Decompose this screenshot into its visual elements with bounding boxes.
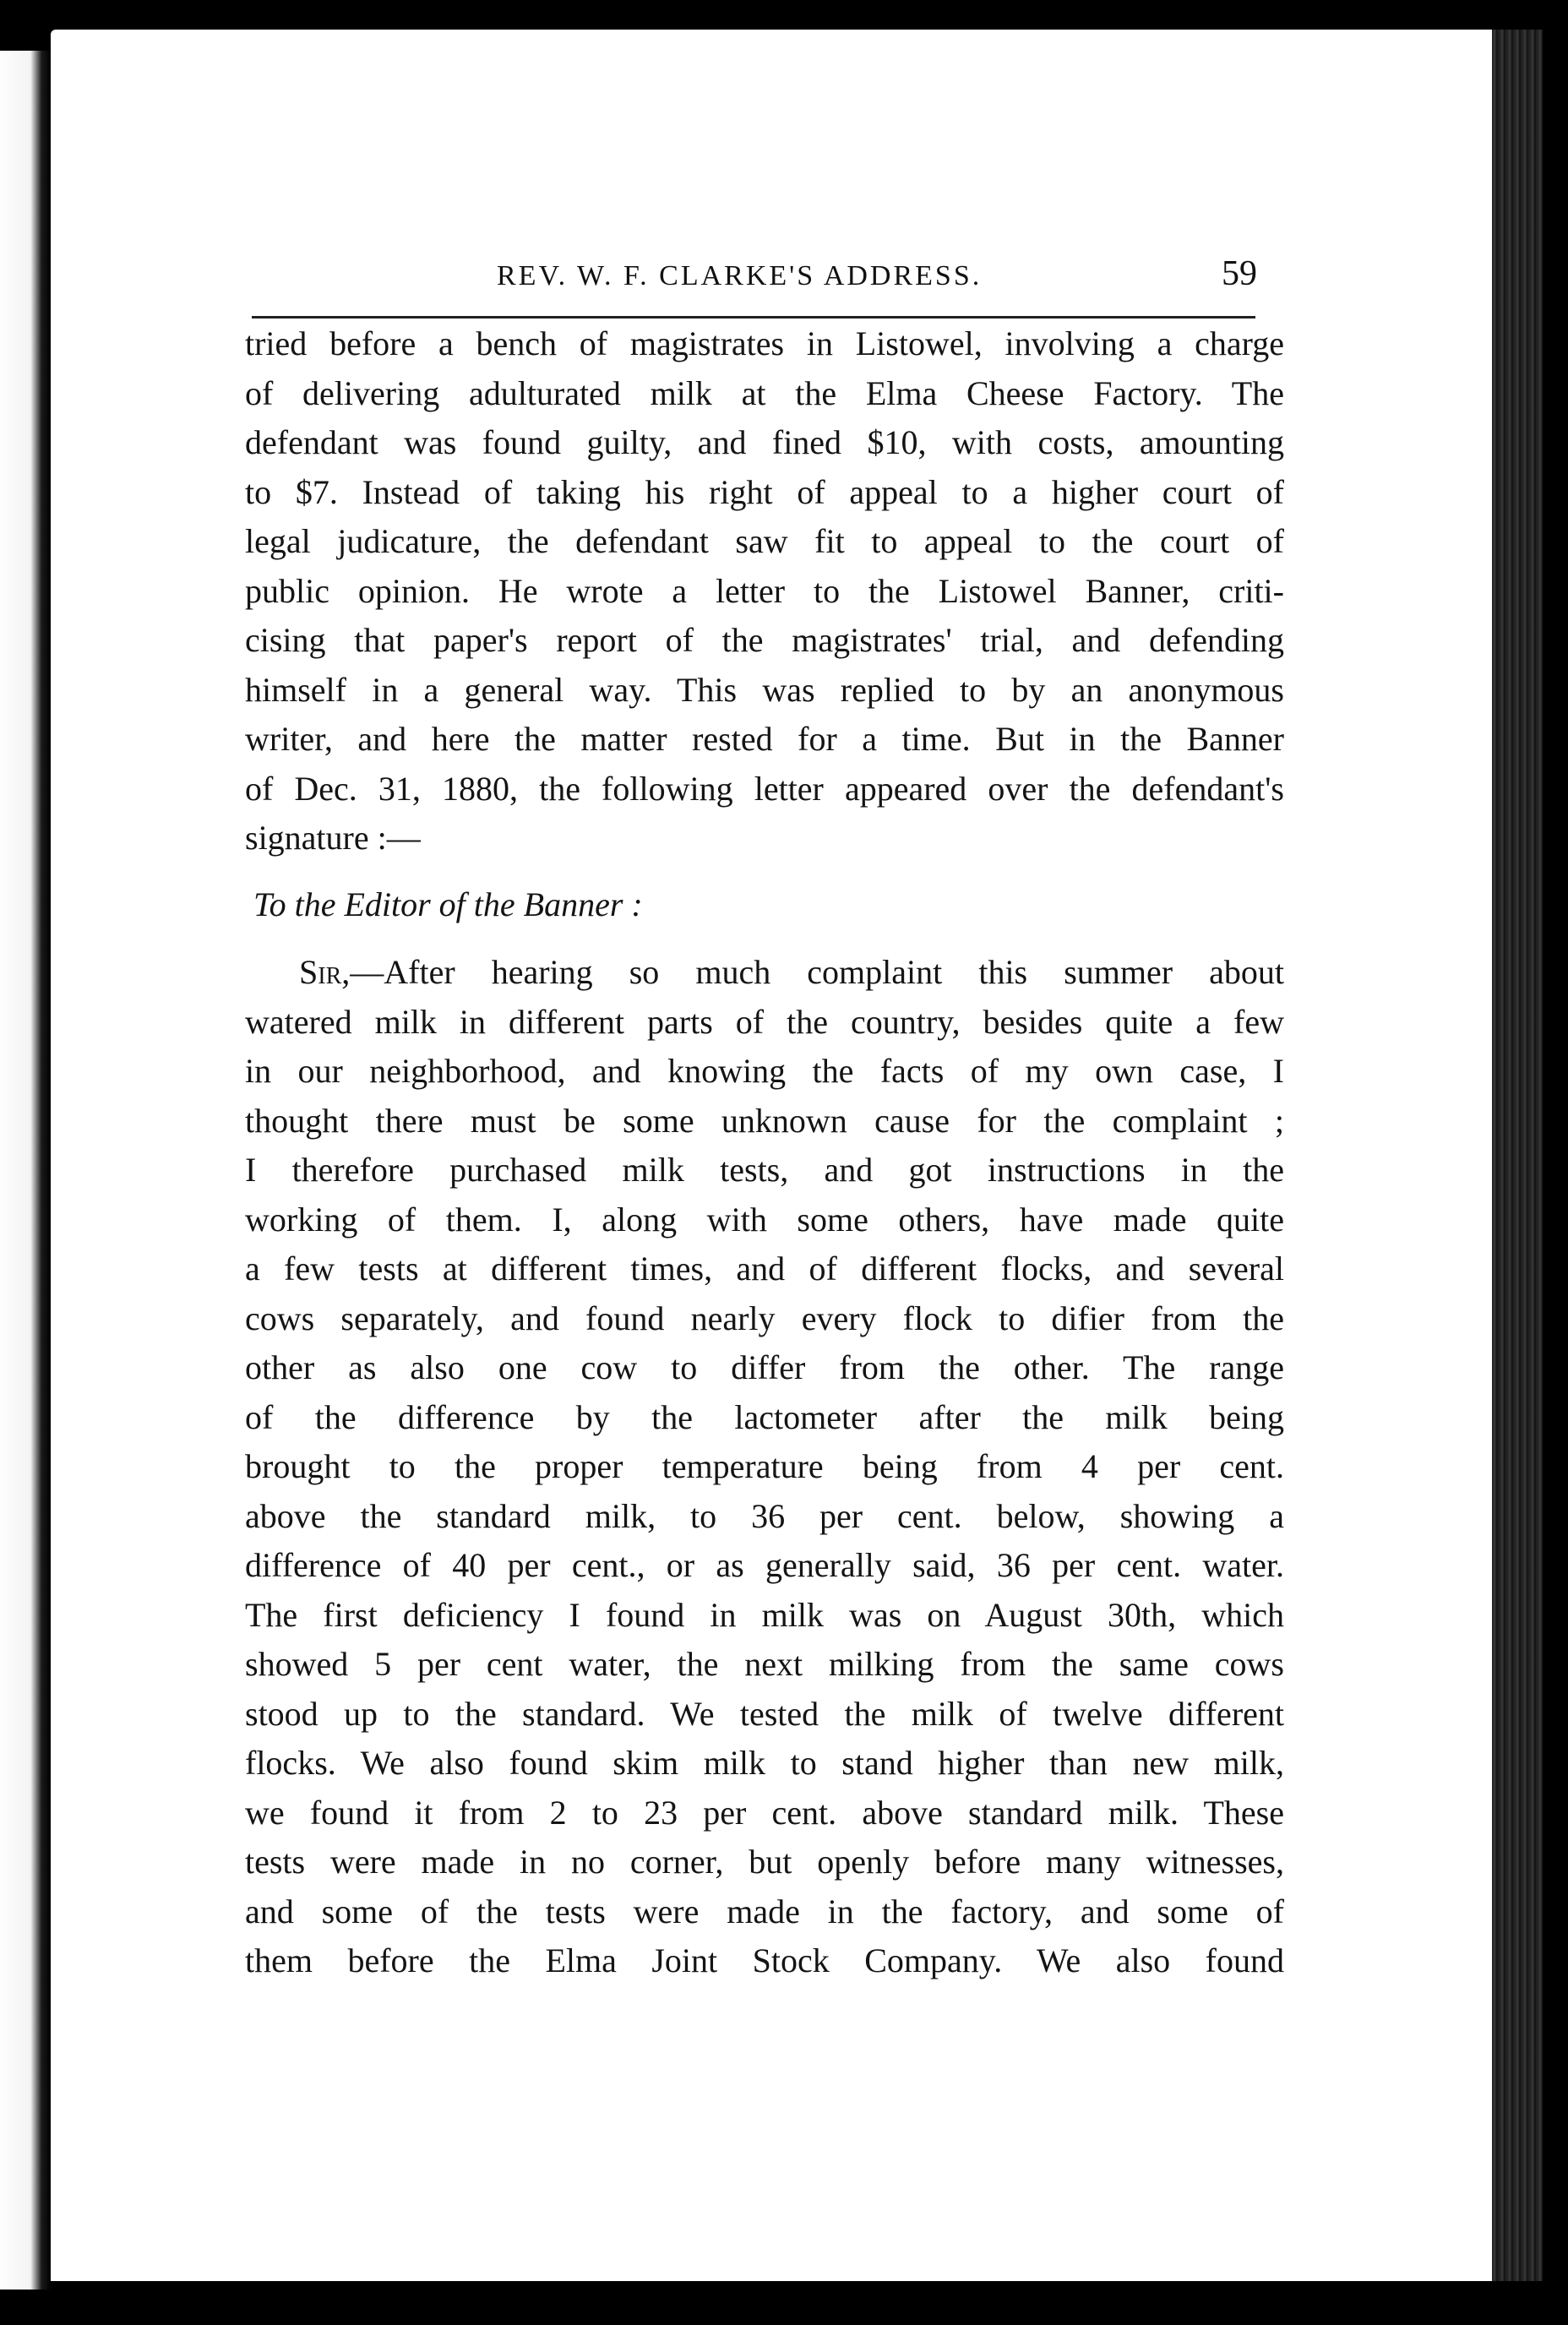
text-line: public opinion. He wrote a letter to the Listowel Banner, criti-: [245, 571, 1284, 610]
text-line: writer, and here the matter rested for a time. But in the Banner: [245, 720, 1284, 758]
paragraph-intro: [245, 319, 1284, 863]
running-title: REV. W. F. CLARKE'S ADDRESS.: [497, 260, 983, 291]
text-line: cising that paper's report of the magistrates' trial, and defending: [245, 621, 1284, 659]
text-line-first: [245, 948, 1284, 998]
text-line: other as also one cow to differ from the other. The range: [245, 1348, 1284, 1386]
text-line: I therefore purchased milk tests, and got instructions in the: [245, 1151, 1284, 1189]
page-number: 59: [1222, 254, 1257, 293]
text-line: brought to the proper temperature being from 4 per cent.: [245, 1447, 1284, 1485]
text-line: we found it from 2 to 23 per cent. above standard milk. These: [245, 1793, 1284, 1832]
text-line: himself in a general way. This was replied to by an anonymous: [245, 670, 1284, 709]
text-line: watered milk in different parts of the country, besides quite a few: [245, 1002, 1284, 1041]
text-line: of delivering adulturated milk at the Elma Cheese Factory. The: [245, 373, 1284, 412]
text-line: showed 5 per cent water, the next milking from the same cows: [245, 1645, 1284, 1683]
text-line: defendant was found guilty, and fined $10, with costs, amounting: [245, 423, 1284, 461]
text-line: working of them. I, along with some others, have made quite: [245, 1200, 1284, 1239]
text-line: The first deficiency I found in milk was on August 30th, which: [245, 1595, 1284, 1634]
letter-salutation: To the Editor of the Banner :: [253, 885, 643, 923]
scan-border-right: [1543, 0, 1568, 2325]
facing-page-edge: [0, 51, 51, 2290]
text-line: tried before a bench of magistrates in Listowel, involving a charge: [245, 324, 1284, 362]
text-line: to $7. Instead of taking his right of appeal to a higher court of: [245, 472, 1284, 511]
letter-opening-rest: —After hearing so much complaint this summer about: [350, 953, 1284, 991]
text-line: and some of the tests were made in the factory, and some of: [245, 1892, 1284, 1930]
book-fore-edge: [1492, 30, 1543, 2281]
text-line: flocks. We also found skim milk to stand higher than new milk,: [245, 1744, 1284, 1782]
text-line: difference of 40 per cent., or as generally said, 36 per cent. water.: [245, 1546, 1284, 1584]
running-header: [253, 254, 1257, 311]
text-line: cows separately, and found nearly every flock to difier from the: [245, 1299, 1284, 1337]
text-line: stood up to the standard. We tested the milk of twelve different: [245, 1694, 1284, 1733]
text-line: of the difference by the lactometer after the milk being: [245, 1397, 1284, 1436]
text-line: of Dec. 31, 1880, the following letter appeared over the defendant's: [245, 769, 1284, 808]
text-line: them before the Elma Joint Stock Company. We also found: [245, 1941, 1284, 1979]
letter-body: [245, 948, 1284, 1986]
text-line: a few tests at different times, and of different flocks, and several: [245, 1250, 1284, 1288]
body-text: [245, 319, 1284, 1986]
text-line: thought there must be some unknown cause for the complaint ;: [245, 1101, 1284, 1140]
text-line: in our neighborhood, and knowing the facts of my own case, I: [245, 1052, 1284, 1090]
letter-opening-word: Sir,: [299, 953, 351, 991]
text-line: tests were made in no corner, but openly before many witnesses,: [245, 1843, 1284, 1881]
text-line: signature :—: [245, 819, 421, 857]
text-line: above the standard milk, to 36 per cent. below, showing a: [245, 1496, 1284, 1535]
text-line: legal judicature, the defendant saw fit to appeal to the court of: [245, 522, 1284, 560]
header-rule: [252, 316, 1255, 319]
